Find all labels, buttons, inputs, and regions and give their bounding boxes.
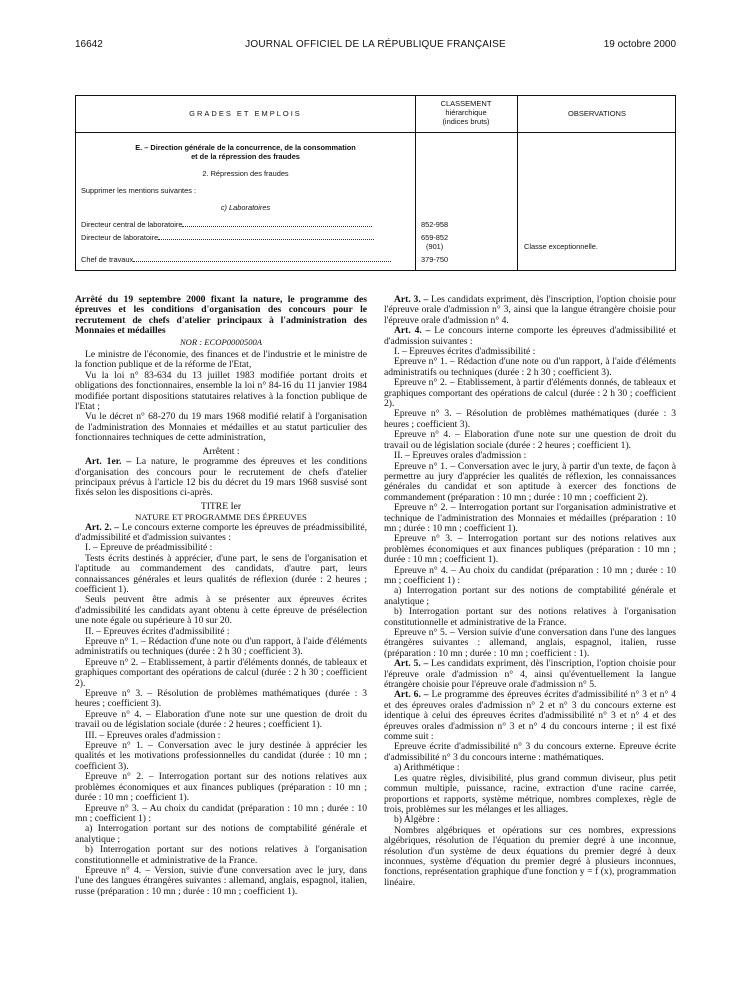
running-header (75, 39, 676, 53)
paragraph: Vu le décret n° 68-270 du 19 mars 1968 modifié relatif à l'organisation de l'administration des Monnaies et médailles et au statut particulier des fonctionnaires techniques de cette administration, (75, 411, 367, 444)
list-item: Epreuve n° 3. – Au choix du candidat (préparation : 10 mn ; durée : 10 mn ; coefficient 1) : (75, 802, 367, 824)
titre-heading: TITRE Ier (200, 500, 242, 512)
subsection-title: 2. Répression des fraudes (202, 169, 289, 178)
decree-title: Arrêté du 19 septembre 2000 fixant la nature, le programme des épreuves et les conditions d'organisation des concours pour le recrutement de chefs d'atelier principaux à l'administration des Monnaies et médailles (75, 294, 367, 337)
col-header-observations: OBSERVATIONS (568, 109, 626, 118)
list-item: Epreuve n° 3. – Résolution de problèmes mathématiques (durée : 3 heures ; coefficient 3). (384, 408, 676, 430)
indices-cell: 852-958 (421, 220, 449, 229)
list-item: a) Arithmétique : (394, 762, 460, 774)
table-row: Directeur central de laboratoire (81, 220, 409, 229)
list-item: a) Interrogation portant sur des notions de comptabilité générale et analytique ; (384, 585, 676, 607)
list-item: Epreuve n° 2. – Etablissement, à partir d'éléments donnés, de tableaux et graphiques comportant des opérations de calcul (durée : 2 h 30 ; coefficient 2). (75, 656, 367, 689)
table-row: Chef de travaux (81, 255, 409, 264)
list-item: Epreuve écrite d'admissibilité n° 3 du concours externe. Epreuve écrite d'admissibilité n° 3 du concours interne : mathématiques. (384, 741, 676, 763)
list-item: I. – Epreuve de préadmissibilité : (85, 542, 213, 554)
list-item: Epreuve n° 2. – Etablissement, à partir d'éléments donnés, de tableaux et graphiques comportant des opérations de calcul (durée : 2 h 30 ; coefficient 2). (384, 377, 676, 410)
list-item: Epreuve n° 1. – Conversation avec le jury, à partir d'un texte, de façon à permettre au jury d'apprécier les qualités de réflexion, les connaissances générales du candidat et son aptitude à exercer des fonctions de commandement (préparation : 10 mn ; durée : 10 mn ; coefficient 2). (384, 460, 676, 503)
article-3: Art. 3. – Les candidats expriment, dès l'inscription, l'option choisie pour l'épreuve orale d'admission n° 3, ainsi que la langue étrangère choisie pour l'épreuve orale d'admission n° 4. (384, 294, 676, 326)
column-divider (517, 96, 518, 270)
list-item: Epreuve n° 3. – Interrogation portant sur des notions relatives aux problèmes économiques et aux finances publiques (préparation : 10 mn ; durée : 10 mn ; coefficient 1). (384, 533, 676, 566)
arretent: Arrêtent : (202, 445, 240, 457)
grades-table (75, 95, 676, 271)
paragraph: Le ministre de l'économie, des finances et de l'industrie et le ministre de la fonction publique et de la réforme de l'Etat, (75, 349, 367, 371)
issue-date: 19 octobre 2000 (603, 39, 676, 50)
list-item: Epreuve n° 4. – Elaboration d'une note sur une question de droit du travail ou de législation sociale (durée : 2 heures ; coefficient 1). (75, 708, 367, 731)
indices-cell: 659-852 (421, 233, 449, 242)
list-item: Tests écrits destinés à apprécier, d'une part, le sens de l'organisation et l'aptitude au commandement des candidats, d'autre part, leurs connaissances générales et leurs qualités de réflexion (durée : 2 heures ; coefficient 1). (75, 552, 367, 595)
article-6: Art. 6. – Le programme des épreuves écrites d'admissibilité n° 3 et n° 4 et des épreuves orales d'admission n° 2 et n° 3 du concours externe est identique à celui des épreuves écrites d'admissibilité n° 3 et n° 4 et des épreuves orales d'admission n° 3 et n° 4 du concours interne ; il est fixé comme suit : (384, 689, 676, 743)
col-header-classement: CLASSEMENT hiérarchique (indices bruts) (440, 99, 492, 126)
observation-cell: Classe exceptionnelle. (524, 242, 598, 251)
list-item: II. – Epreuves écrites d'admissibilité : (85, 625, 230, 637)
list-item: a) Interrogation portant sur des notions de comptabilité générale et analytique ; (75, 823, 367, 845)
list-item: Epreuve n° 4. – Elaboration d'une note sur une question de droit du travail ou de législation sociale (durée : 2 heures ; coefficient 1). (384, 429, 676, 451)
table-row: Directeur de laboratoire (81, 233, 409, 242)
article-1: Art. 1er. – La nature, le programme des épreuves et les conditions d'organisation des concours pour le recrutement de chefs d'atelier principaux prévus à l'article 12 bis du décret du 19 mars 1968 susvisé sont fixés selon les dispositions ci-après. (75, 456, 367, 499)
list-item: Epreuve n° 2. – Interrogation portant sur l'organisation administrative et technique de l'administration des Monnaies et médailles (préparation : 10 mn ; durée : 10 mn ; coefficient 1). (384, 502, 676, 534)
list-item: Epreuve n° 1. – Conversation avec le jury destinée à apprécier les qualités et les motivations professionnelles du candidat (durée : 10 mn ; coefficient 3). (75, 740, 367, 772)
header-divider (76, 132, 675, 133)
list-item: Epreuve n° 1. – Rédaction d'une note ou d'un rapport, à l'aide d'éléments administratifs ou techniques (durée : 2 h 30 ; coefficient 3). (75, 636, 367, 658)
nor-reference: NOR : ECOP0000500A (179, 336, 263, 347)
laboratoires-heading: c) Laboratoires (220, 203, 271, 212)
article-5: Art. 5. – Les candidats expriment, dès l'inscription, l'option choisie pour l'épreuve orale d'admission n° 4, ainsi qu'éventuellement la langue étrangère choisie pour l'épreuve orale d'admission n° 5. (384, 658, 676, 691)
page-number: 16642 (75, 39, 103, 50)
instruction-text: Supprimer les mentions suivantes : (81, 186, 197, 195)
paragraph: Vu la loi n° 83-634 du 13 juillet 1983 modifiée portant droits et obligations des fonctionnaires, ensemble la loi n° 84-16 du 11 janvier 1984 modifiée portant dispositions statutaires relatives à la fonction publique de l'Etat ; (75, 369, 367, 413)
col-header-grades: GRADES ET EMPLOIS (189, 109, 302, 118)
list-item: Epreuve n° 4. – Version, suivie d'une conversation avec le jury, dans l'une des langues étrangères suivantes : allemand, anglais, espagnol, italien, russe (préparation : 10 mn ; durée : 10 mn ; coefficient 1). (75, 864, 367, 897)
list-item: Epreuve n° 4. – Au choix du candidat (préparation : 10 mn ; durée : 10 mn ; coefficient 1) : (384, 564, 676, 586)
journal-title: JOURNAL OFFICIEL DE LA RÉPUBLIQUE FRANÇAISE (245, 39, 506, 50)
article-4: Art. 4. – Le concours interne comporte les épreuves d'admissibilité et d'admission suivantes : (384, 325, 676, 347)
indices-cell: 379-750 (421, 255, 449, 264)
list-item: Les quatre règles, divisibilité, plus grand commun diviseur, plus petit commun multiple, puissance, racine, extraction d'une racine carrée, proportions et rapports, système métrique, nombres complexes, règle de trois, problèmes sur les mélanges et les alliages. (384, 772, 676, 815)
list-item: Seuls peuvent être admis à se présenter aux épreuves écrites d'admissibilité les candidats ayant obtenu à cette épreuve de présélection une note égale ou supérieure à 10 sur 20. (75, 594, 367, 627)
list-item: II. – Epreuves orales d'admission : (394, 450, 527, 462)
list-item: b) Interrogation portant sur des notions relatives à l'organisation constitutionnelle et administrative de la France. (384, 606, 676, 628)
list-item: Epreuve n° 2. – Interrogation portant sur des notions relatives aux problèmes économiques et aux finances publiques (préparation : 10 mn ; durée : 10 mn ; coefficient 1). (75, 771, 367, 804)
list-item: Epreuve n° 3. – Résolution de problèmes mathématiques (durée : 3 heures ; coefficient 3). (75, 688, 367, 710)
indices-cell: (901) (426, 242, 444, 251)
list-item: b) Algèbre : (394, 814, 440, 826)
list-item: b) Interrogation portant sur des notions relatives à l'organisation constitutionnelle et administrative de la France. (75, 844, 367, 866)
list-item: I. – Epreuves écrites d'admissibilité : (394, 346, 536, 358)
list-item: III. – Epreuves orales d'admission : (85, 729, 221, 741)
left-column (75, 295, 367, 897)
section-title: E. – Direction générale de la concurrence, de la consommation et de la répression des fraudes (135, 143, 356, 161)
list-item: Epreuve n° 5. – Version suivie d'une conversation dans l'une des langues étrangères suivantes : allemand, anglais, espagnol, italien, russe (préparation : 10 mn ; durée : 10 mn ; coefficient : 1). (384, 627, 676, 659)
right-column (384, 295, 676, 888)
list-item: Nombres algébriques et opérations sur ces nombres, expressions algébriques, résolution de l'équation du premier degré à une inconnue, résolution d'un système de deux équations du premier degré à deux inconnues, système d'équation du premier degré à plusieurs inconnues, fonctions, représentation graphique d'une fonction y = f (x), programmation linéaire. (384, 824, 676, 888)
list-item: Epreuve n° 1. – Rédaction d'une note ou d'un rapport, à l'aide d'éléments administratifs ou techniques (durée : 2 h 30 ; coefficient 3). (384, 356, 676, 378)
titre-subheading: NATURE ET PROGRAMME DES ÉPREUVES (135, 512, 307, 523)
article-2: Art. 2. – Le concours externe comporte les épreuves de préadmissibilité, d'admissibilité et d'admission suivantes : (75, 521, 367, 543)
